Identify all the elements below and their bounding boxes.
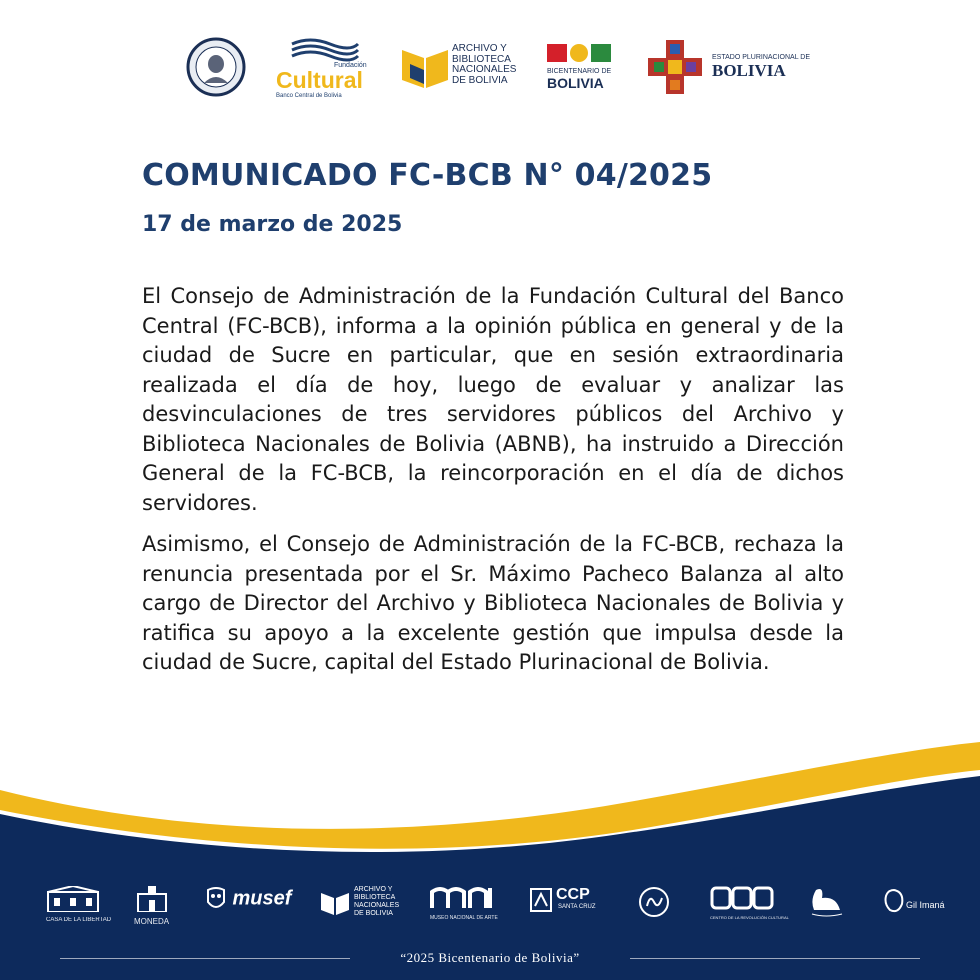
estado-plurinacional-logo	[646, 38, 811, 98]
bicentenario-slogan: “2025 Bicentenario de Bolivia”	[400, 950, 580, 965]
ccp-santa-cruz-logo	[530, 886, 610, 932]
crc-label: CENTRO DE LA REVOLUCIÓN CULTURAL	[710, 915, 789, 920]
bicentenario-small-label: BICENTENARIO DE	[547, 68, 612, 75]
violin-figure-icon	[806, 886, 846, 918]
estado-big-label: BOLIVIA	[712, 61, 786, 80]
signature-circle-icon	[638, 886, 670, 918]
cultural-word: Cultural	[276, 67, 363, 93]
museo-nacional-de-arte-logo	[430, 886, 500, 932]
footer-abnb-line-2: BIBLIOTECA	[354, 894, 396, 901]
centro-revolucion-cultural-logo	[710, 886, 789, 932]
face-sketch-icon	[882, 888, 906, 916]
book-icon	[400, 46, 450, 90]
abnb-line-3: NACIONALES	[452, 64, 517, 75]
mna-mark-icon	[430, 886, 494, 910]
communique-body	[142, 282, 844, 690]
banco-central-seal-logo	[186, 37, 246, 97]
casa-label: CASA DE LA LIBERTAD	[46, 917, 112, 923]
communique-title: COMUNICADO FC-BCB N° 04/2025	[142, 158, 713, 193]
paragraph-1: El Consejo de Administración de la Fundación Cultural del Banco Central (FC-BCB), informa a la opinión pública en general y de la ciudad de Sucre en particular, que en sesión extraordinaria realizada el día de hoy, luego de evaluar y analizar las desvinculaciones de tres servidores públicos del Archivo y Biblioteca Nacionales de Bolivia (ABNB), ha instruido a Dirección General de la FC-BCB, la reincorporación en el día de dichos servidores.	[142, 284, 844, 515]
casa-de-la-libertad-logo	[46, 886, 112, 932]
crc-mark-icon	[710, 886, 774, 910]
ccp-emblem-icon	[530, 888, 552, 912]
footer-book-icon	[320, 890, 350, 916]
espacio-gil-imana-logo	[882, 886, 950, 932]
ccp-big-label: CCP	[556, 886, 590, 903]
mask-icon	[204, 886, 228, 912]
footer-abnb-line-1: ARCHIVO Y	[354, 886, 393, 893]
cultural-sub-label: Banco Central de Bolivia	[276, 93, 342, 99]
footer-abnb-line-3: NACIONALES	[354, 902, 400, 909]
bicentenario-logo	[545, 42, 620, 94]
musef-logo	[204, 886, 294, 932]
cultural-top-label: Fundación	[334, 62, 367, 69]
musef-label: musef	[232, 887, 292, 910]
footer-abnb-logo	[320, 886, 410, 932]
footer-wave	[0, 730, 980, 980]
abnb-line-2: BIBLIOTECA	[452, 53, 511, 65]
abnb-logo	[400, 42, 520, 94]
fundacion-cultural-logo	[272, 38, 372, 98]
bicentenario-emblem-icon	[545, 42, 613, 64]
jaime-laredo-logo	[806, 886, 856, 932]
communique-date: 17 de marzo de 2025	[142, 212, 403, 237]
bicentenario-big-label: BOLIVIA	[547, 75, 604, 91]
franz-tamayo-logo	[638, 886, 678, 932]
moneda-label: MONEDA	[134, 917, 170, 926]
tower-icon	[134, 886, 170, 912]
chakana-icon	[646, 38, 704, 96]
footer-logos	[30, 886, 950, 936]
abnb-line-4: DE BOLIVIA	[452, 74, 508, 86]
slogan-right-line	[630, 958, 920, 959]
paragraph-2: Asimismo, el Consejo de Administración de la FC-BCB, rechaza la renuncia presentada por el Sr. Máximo Pacheco Balanza al alto cargo de Director del Archivo y Biblioteca Nacionales de Bolivia y ratifica su apoyo a la excelente gestión que impulsa desde la ciudad de Sucre, capital del Estado Plurinacional de Bolivia.	[142, 532, 844, 674]
header-logos	[0, 32, 980, 104]
abnb-line-1: ARCHIVO Y	[452, 43, 507, 54]
building-icon	[46, 886, 100, 912]
estado-small-label: ESTADO PLURINACIONAL DE	[712, 54, 811, 61]
mna-label: MUSEO NACIONAL DE ARTE	[430, 915, 498, 921]
casa-de-moneda-logo	[134, 886, 174, 932]
footer-abnb-line-4: DE BOLIVIA	[354, 910, 393, 917]
gil-label: Gil Imaná	[906, 900, 945, 910]
ccp-small-label: SANTA CRUZ	[558, 904, 596, 910]
